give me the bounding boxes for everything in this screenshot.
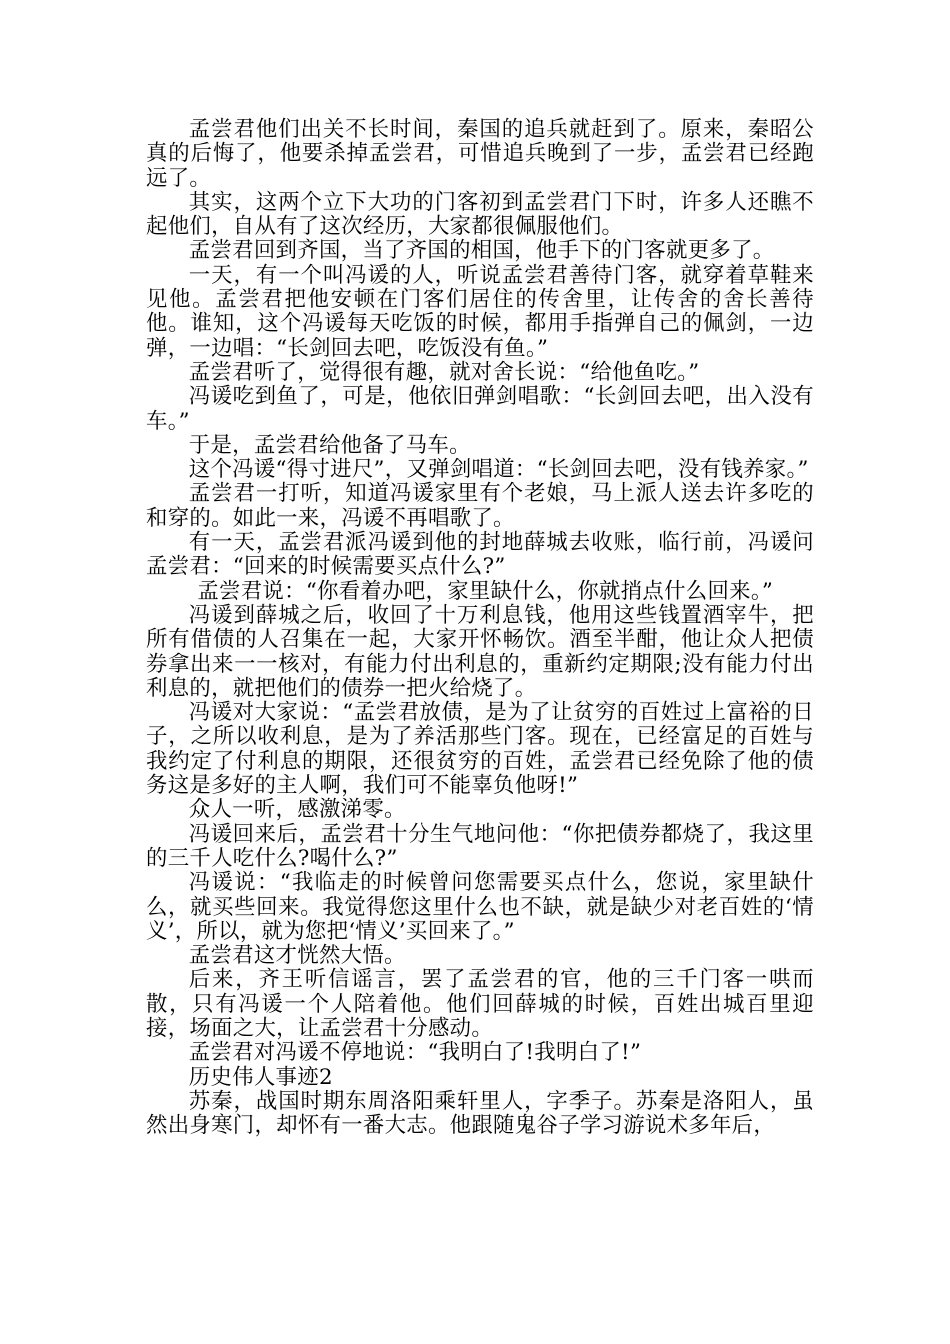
paragraph: 冯谖说：“我临走的时候曾问您需要买点什么，您说，家里缺什么，就买些回来。我觉得您这里什么也不缺，就是缺少对老百姓的‘情义’，所以，就为您把‘情义’买回来了。” <box>146 870 814 944</box>
paragraph: 孟尝君听了，觉得很有趣，就对舍长说：“给他鱼吃。” <box>188 359 700 385</box>
paragraph: 众人一听，感激涕零。 <box>188 797 406 823</box>
paragraph: 冯谖吃到鱼了，可是，他依旧弹剑唱歌：“长剑回去吧，出入没有车。” <box>146 384 814 434</box>
document-body <box>146 118 814 1138</box>
paragraph: 冯谖回来后，孟尝君十分生气地问他：“你把债券都烧了，我这里的三千人吃什么?喝什么?” <box>146 821 814 871</box>
paragraph: 其实，这两个立下大功的门客初到孟尝君门下时，许多人还瞧不起他们，自从有了这次经历，大家都很佩服他们。 <box>146 189 814 240</box>
paragraph: 这个冯谖“得寸进尺”，又弹剑唱道：“长剑回去吧，没有钱养家。” <box>188 457 809 483</box>
paragraph: 孟尝君回到齐国，当了齐国的相国，他手下的门客就更多了。 <box>188 238 775 264</box>
paragraph: 冯谖对大家说：“孟尝君放债，是为了让贫穷的百姓过上富裕的日子，之所以收利息，是为了养活那些门客。现在，已经富足的百姓与我约定了付利息的期限，还很贫穷的百姓，孟尝君已经免除了他的债务这是多好的主人啊，我们可不能辜负他呀!” <box>146 700 814 799</box>
paragraph: 孟尝君一打听，知道冯谖家里有个老娘，马上派人送去许多吃的和穿的。如此一来，冯谖不再唱歌了。 <box>146 481 814 531</box>
paragraph: 于是，孟尝君给他备了马车。 <box>188 432 471 458</box>
paragraph: 苏秦，战国时期东周洛阳乘轩里人，字季子。苏秦是洛阳人，虽然出身寒门，却怀有一番大志。他跟随鬼谷子学习游说术多年后， <box>146 1088 814 1139</box>
paragraph: 一天，有一个叫冯谖的人，听说孟尝君善待门客，就穿着草鞋来见他。孟尝君把他安顿在门客们居住的传舍里，让传舍的舍长善待他。谁知，这个冯谖每天吃饭的时候，都用手指弹自己的佩剑，一边弹，一边唱：“长剑回去吧，吃饭没有鱼。” <box>146 262 814 361</box>
paragraph: 孟尝君他们出关不长时间，秦国的追兵就赶到了。原来，秦昭公真的后悔了，他要杀掉孟尝君，可惜追兵晚到了一步，孟尝君已经跑远了。 <box>146 117 814 191</box>
paragraph: 冯谖到薛城之后，收回了十万利息钱，他用这些钱置酒宰牛，把所有借债的人召集在一起，大家开怀畅饮。酒至半酣，他让众人把债券拿出来一一核对，有能力付出利息的，重新约定期限;没有能力付出利息的，就把他们的债券一把火给烧了。 <box>146 602 814 701</box>
paragraph: 孟尝君这才恍然大悟。 <box>188 943 406 969</box>
paragraph: 孟尝君说：“你看着办吧，家里缺什么，你就捎点什么回来。” <box>197 578 774 604</box>
paragraph: 有一天，孟尝君派冯谖到他的封地薛城去收账，临行前，冯谖问孟尝君：“回来的时候需要买点什么?” <box>146 530 814 580</box>
paragraph: 后来，齐王听信谣言，罢了孟尝君的官，他的三千门客一哄而散，只有冯谖一个人陪着他。他们回薛城的时候，百姓出城百里迎接，场面之大，让孟尝君十分感动。 <box>146 967 814 1041</box>
section-heading: 历史伟人事迹2 <box>188 1064 333 1090</box>
paragraph: 孟尝君对冯谖不停地说：“我明白了!我明白了!” <box>188 1040 642 1066</box>
